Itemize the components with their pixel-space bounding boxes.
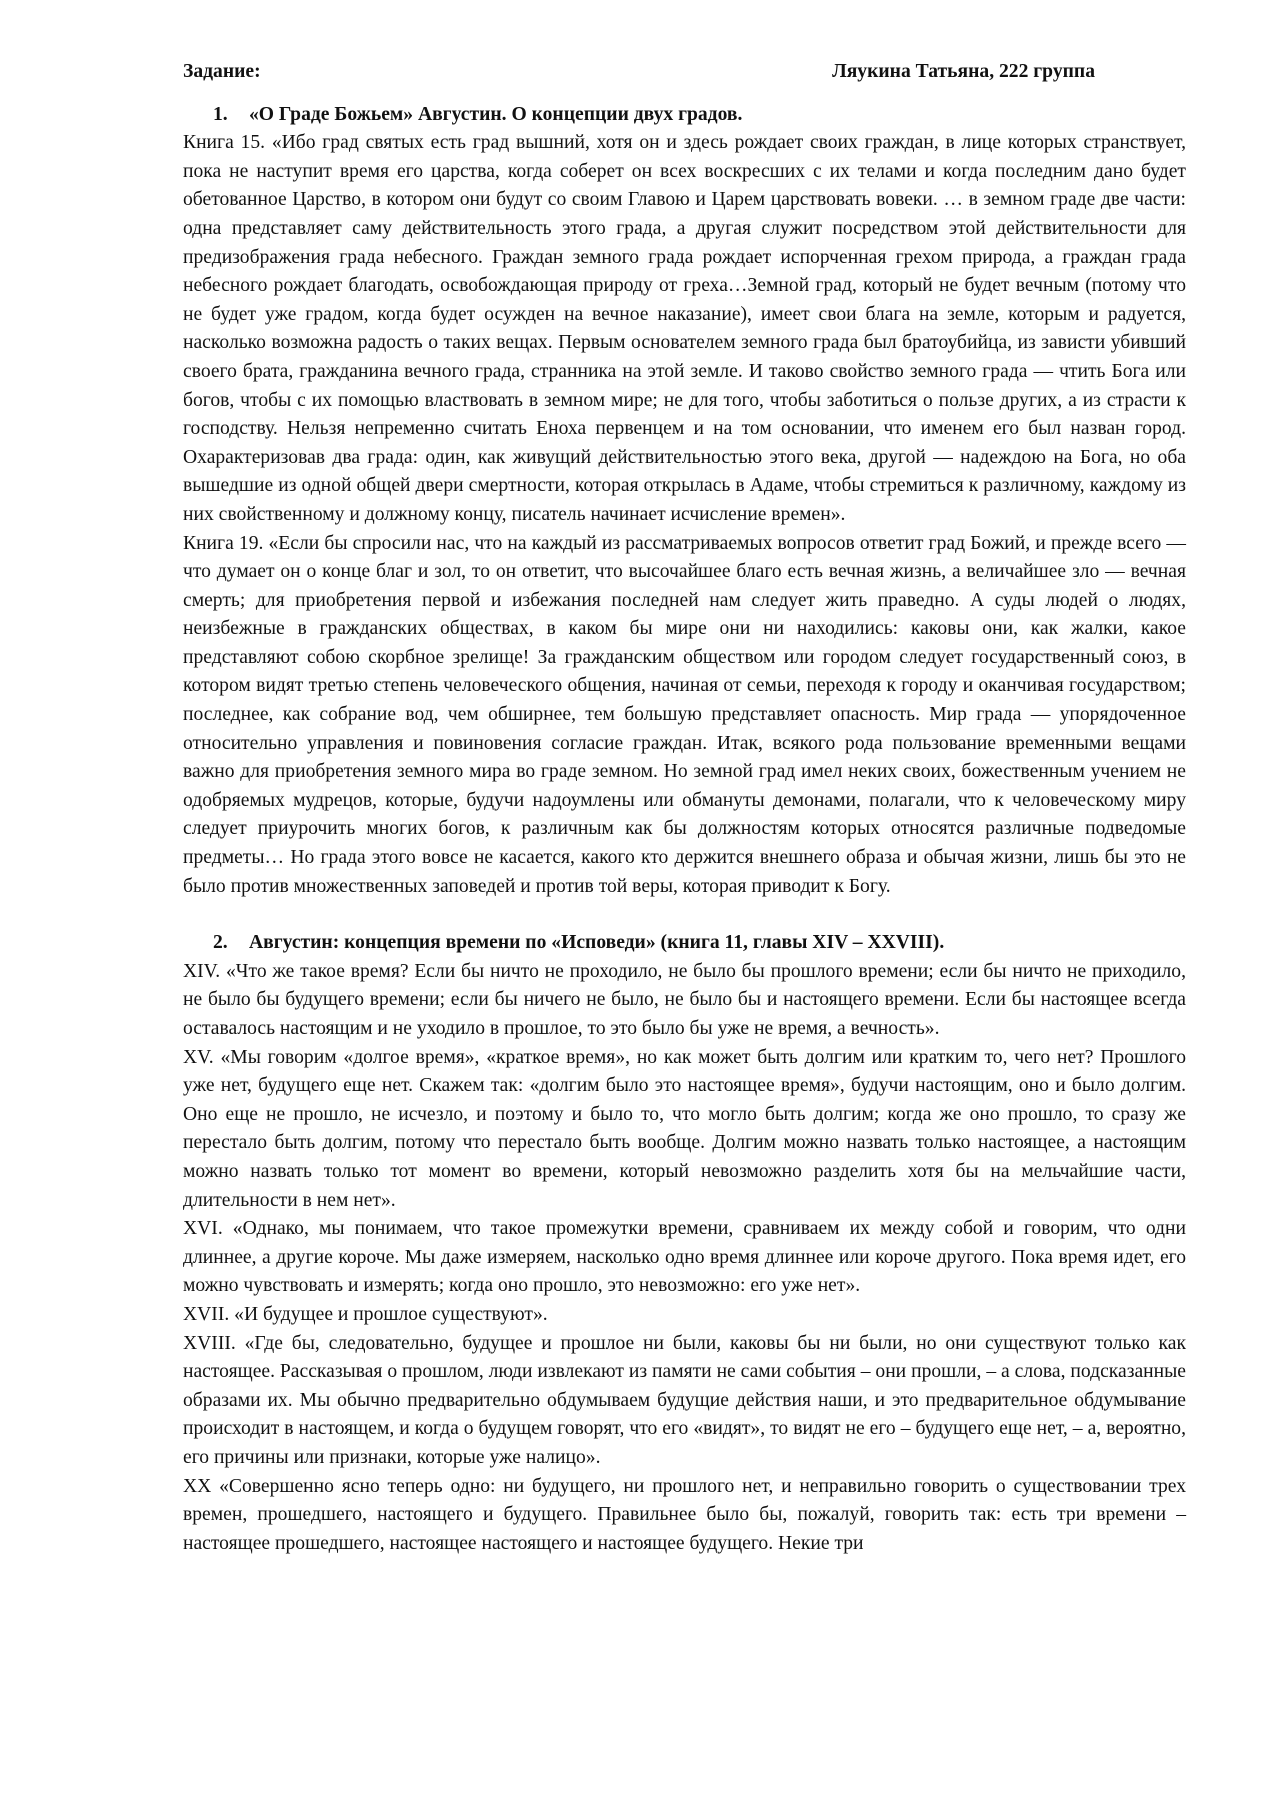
section-2-title: Августин: концепция времени по «Исповеди» (книга 11, главы XIV – XXVIII).	[249, 932, 945, 954]
section-1-title: «О Граде Божьем» Августин. О концепции двух градов.	[249, 103, 743, 125]
document-header	[183, 58, 1186, 87]
author-name: Ляукина Татьяна, 222 группа	[832, 61, 1095, 82]
section-spacer	[183, 901, 1186, 929]
section-1-heading	[183, 101, 1186, 130]
section-2-paragraph-xx: XX «Совершенно ясно теперь одно: ни будущего, ни прошлого нет, и неправильно говорить о существовании трех времен, прошедшего, настоящего и будущего. Правильнее было бы, пожалуй, говорить так: есть три времени – настоящее прошедшего, настоящее настоящего и настоящее будущего. Некие три	[183, 1475, 1186, 1554]
assignment-label: Задание:	[183, 61, 261, 82]
section-2-heading	[183, 929, 1186, 958]
section-2-paragraph-xvi: XVI. «Однако, мы понимаем, что такое промежутки времени, сравниваем их между собой и говорим, что одни длиннее, а другие короче. Мы даже измеряем, насколько одно время длиннее или короче другого. Пока время идет, его можно чувствовать и измерять; когда оно прошло, это невозможно: его уже нет».	[183, 1218, 1186, 1297]
section-2-paragraph-xvii: XVII. «И будущее и прошлое существуют».	[183, 1303, 548, 1325]
section-1-paragraph-book-15: Книга 15. «Ибо град святых есть град вышний, хотя он и здесь рождает своих граждан, в лице которых странствует, пока не наступит время его царства, когда соберет он всех воскресших с их телами и когда последним дано будет обетованное Царство, в котором они будут со своим Главою и Царем царствовать вовеки. … в земном граде две части: одна представляет саму действительность этого града, а другая служит посредством этой действительности для предизображения града небесного. Граждан земного града рождает испорченная грехом природа, а граждан града небесного рождает благодать, освобождающая природу от греха…Земной град, который не будет вечным (потому что не будет уже градом, когда будет осужден на вечное наказание), имеет свои блага на земле, которым и радуется, насколько возможна радость о таких вещах. Первым основателем земного града был братоубийца, из зависти убивший своего брата, гражданина вечного града, странника на этой земле. И таково свойство земного града — чтить Бога или богов, чтобы с их помощью властвовать в земном мире; не для того, чтобы заботиться о пользе других, а из страсти к господству. Нельзя непременно считать Еноха первенцем и на том основании, что именем его был назван город. Охарактеризовав два града: один, как живущий действительностью этого века, другой — надеждою на Бога, но оба вышедшие из одной общей двери смертности, которая открылась в Адаме, чтобы стремиться к различному, каждому из них свойственному и должному концу, писатель начинает исчисление времен».	[183, 132, 1186, 525]
section-1-paragraph-book-19: Книга 19. «Если бы спросили нас, что на каждый из рассматриваемых вопросов ответит град Божий, и прежде всего — что думает он о конце благ и зол, то он ответит, что высочайшее благо есть вечная жизнь, а величайшее зло — вечная смерть; для приобретения первой и избежания последней нам следует жить праведно. А суды людей о людях, неизбежные в гражданских обществах, в каком бы мире они ни находились: каковы они, как жалки, какое представляют собою скорбное зрелище! За гражданским обществом или городом следует государственный союз, в котором видят третью степень человеческого общения, начиная от семьи, переходя к городу и оканчивая государством; последнее, как собрание вод, чем обширнее, тем большую представляет опасность. Мир града — упорядоченное относительно управления и повиновения согласие граждан. Итак, всякого рода пользование временными вещами важно для приобретения земного мира во граде земном. Но земной град имел неких своих, божественным учением не одобряемых мудрецов, которые, будучи надоумлены или обмануты демонами, полагали, что к человеческому миру следует приурочить многих богов, к различным как бы должностям которых относятся различные подведомые предметы… Но града этого вовсе не касается, какого кто держится внешнего образа и обычая жизни, лишь бы это не было против множественных заповедей и против той веры, которая приводит к Богу.	[183, 532, 1186, 897]
section-2-paragraph-xv: XV. «Мы говорим «долгое время», «краткое время», но как может быть долгим или кратким то, чего нет? Прошлого уже нет, будущего еще нет. Скажем так: «долгим было это настоящее время», будучи настоящим, оно и было долгим. Оно еще не прошло, не исчезло, и поэтому и было то, что могло быть долгим; когда же оно прошло, то сразу же перестало быть долгим, потому что перестало быть вообще. Долгим можно назвать только настоящее, а настоящим можно назвать только тот момент во времени, который невозможно разделить хотя бы на мельчайшие части, длительности в нем нет».	[183, 1046, 1186, 1211]
section-2-number: 2.	[213, 932, 228, 954]
section-1-number: 1.	[213, 103, 228, 125]
section-2-paragraph-xviii: XVIII. «Где бы, следовательно, будущее и прошлое ни были, каковы бы ни были, но они существуют только как настоящее. Рассказывая о прошлом, люди извлекают из памяти не сами события – они прошли, – а слова, подсказанные образами их. Мы обычно предварительно обдумываем будущие действия наши, и это предварительное обдумывание происходит в настоящем, и когда о будущем говорят, что его «видят», то видят не его – будущего еще нет, – а, вероятно, его причины или признаки, которые уже налицо».	[183, 1332, 1186, 1468]
section-2-paragraph-xiv: XIV. «Что же такое время? Если бы ничто не проходило, не было бы прошлого времени; если бы ничто не приходило, не было бы будущего времени; если бы ничего не было, не было бы и настоящего времени. Если бы настоящее всегда оставалось настоящим и не уходило в прошлое, то это было бы уже не время, а вечность».	[183, 960, 1186, 1039]
